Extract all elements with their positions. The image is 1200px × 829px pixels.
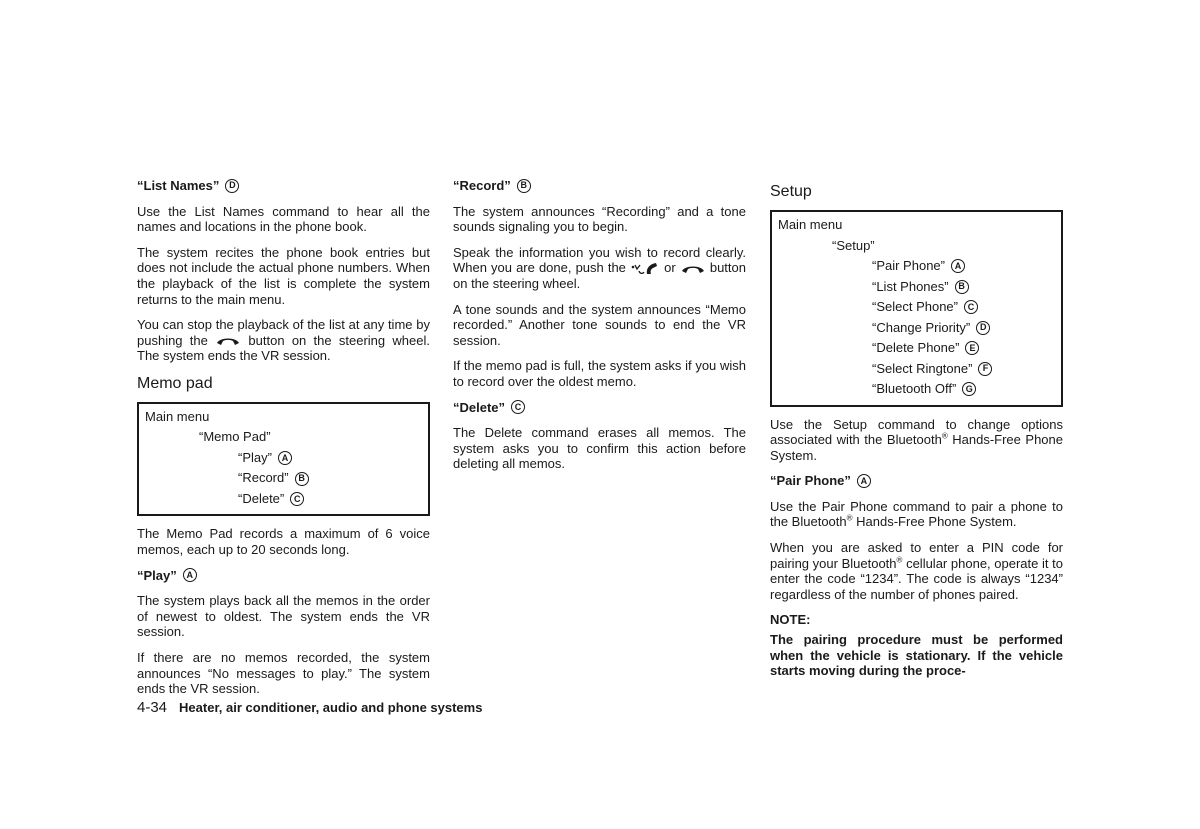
menu-bluetooth-off (778, 379, 1055, 400)
menu-item-label: “List Phones” (872, 278, 949, 294)
menu-setup-label: “Setup” (832, 237, 875, 253)
play-heading (137, 568, 430, 584)
record-p2 (453, 245, 746, 292)
setup-menu-box (770, 210, 1063, 407)
registered-mark: ® (941, 431, 948, 441)
record-p2-b: button on the steering wheel. (453, 260, 746, 291)
pair-phone-p2-a: When you are asked to enter a PIN code for pairing your Bluetooth (770, 540, 1063, 571)
pair-phone-p2-b: cellular phone, operate it to enter the code “1234”. The code is always “1234” regardless of the number of phones paired. (770, 555, 1063, 602)
memo-menu-box (137, 402, 430, 517)
badge-d: D (976, 321, 990, 335)
record-heading (453, 178, 746, 194)
menu-main-label: Main menu (145, 408, 210, 424)
menu-play (145, 448, 422, 469)
menu-item-label: “Select Ringtone” (872, 360, 973, 376)
menu-delete-phone (778, 338, 1055, 359)
record-p2-or: or (664, 260, 676, 276)
badge-c: C (964, 300, 978, 314)
list-names-p3-a: You can stop the playback of the list at any time by pushing the (137, 317, 430, 348)
chapter-title: Heater, air conditioner, audio and phone systems (179, 700, 483, 715)
column-right (770, 180, 1063, 689)
delete-p1: The Delete command erases all memos. The system asks you to confirm this action before deleting all memos. (453, 425, 746, 472)
menu-setup (778, 236, 1055, 257)
setup-p1-b: Hands-Free Phone System. (770, 432, 1063, 463)
page-footer (137, 700, 482, 716)
menu-pair-phone (778, 256, 1055, 277)
play-p2: If there are no memos recorded, the system announces “No messages to play.” The system ends the VR session. (137, 650, 430, 697)
menu-memo-pad-label: “Memo Pad” (199, 429, 271, 445)
list-names-p2: The system recites the phone book entries but does not include the actual phone numbers. When the playback of the list is complete the system returns to the main menu. (137, 244, 430, 307)
menu-delete-label: “Delete” (238, 490, 285, 506)
menu-record (145, 468, 422, 489)
record-p3: A tone sounds and the system announces “Memo recorded.” Another tone sounds to end the VR session. (453, 301, 746, 348)
menu-main (145, 407, 422, 428)
play-heading-text: “Play” (137, 567, 177, 583)
setup-p1-a: Use the Setup command to change options associated with the Bluetooth (770, 416, 1063, 448)
memo-pad-p1: The Memo Pad records a maximum of 6 voice memos, each up to 20 seconds long. (137, 526, 430, 558)
badge-b: B (517, 179, 531, 193)
pair-phone-p1-a: Use the Pair Phone command to pair a phone to the Bluetooth (770, 498, 1063, 530)
menu-select-ringtone (778, 359, 1055, 380)
menu-item-label: “Delete Phone” (872, 340, 960, 355)
menu-item-label: “Pair Phone” (872, 258, 945, 273)
delete-heading (453, 400, 746, 416)
list-names-heading (137, 178, 430, 194)
badge-a: A (857, 474, 871, 488)
menu-item-label: “Change Priority” (872, 319, 971, 335)
menu-record-label: “Record” (238, 470, 289, 486)
list-names-p1: Use the List Names command to hear all the names and locations in the phone book. (137, 203, 430, 235)
menu-delete (145, 489, 422, 510)
record-p4: If the memo pad is full, the system asks if you wish to record over the oldest memo. (453, 358, 746, 389)
phone-hangup-icon (680, 264, 706, 274)
list-names-p3 (137, 317, 430, 364)
menu-main (778, 215, 1055, 236)
pair-phone-heading (770, 473, 1063, 489)
menu-change-priority (778, 318, 1055, 339)
badge-g: G (962, 382, 976, 396)
list-names-heading-text: “List Names” (137, 178, 220, 193)
column-middle (453, 178, 746, 482)
record-p1: The system announces “Recording” and a tone sounds signaling you to begin. (453, 203, 746, 235)
menu-play-label: “Play” (238, 449, 272, 465)
pair-phone-p1-b: Hands-Free Phone System. (852, 514, 1017, 530)
note-text: The pairing procedure must be performed when the vehicle is stationary. If the vehicle starts moving during the proce- (770, 632, 1063, 679)
badge-a: A (951, 259, 965, 273)
page-number: 4-34 (137, 699, 168, 716)
pair-phone-heading-text: “Pair Phone” (770, 473, 851, 489)
play-p1: The system plays back all the memos in the order of newest to oldest. The system ends the VR session. (137, 593, 430, 640)
setup-title: Setup (770, 183, 812, 200)
menu-main-label: Main menu (778, 217, 843, 232)
badge-a: A (183, 568, 197, 582)
badge-e: E (965, 341, 979, 355)
badge-c: C (511, 400, 525, 414)
registered-mark: ® (846, 514, 853, 524)
note-heading: NOTE: (770, 612, 811, 628)
column-left (137, 178, 430, 707)
menu-item-label: “Select Phone” (872, 299, 958, 314)
record-heading-text: “Record” (453, 178, 511, 193)
pair-phone-p2 (770, 540, 1063, 602)
list-names-p3-b: button on the steering wheel. The system ends the VR session. (137, 332, 430, 364)
pair-phone-p1 (770, 499, 1063, 530)
setup-p1 (770, 417, 1063, 464)
record-p2-a: Speak the information you wish to record clearly. When you are done, push the (453, 244, 746, 276)
memo-pad-title: Memo pad (137, 374, 213, 392)
talk-phone-icon (630, 262, 660, 276)
registered-mark: ® (896, 555, 903, 565)
badge-a: A (278, 451, 292, 465)
menu-memo-pad (145, 427, 422, 448)
badge-b: B (955, 280, 969, 294)
menu-item-label: “Bluetooth Off” (872, 381, 957, 396)
badge-c: C (290, 492, 304, 506)
menu-select-phone (778, 297, 1055, 318)
badge-d: D (225, 179, 239, 193)
badge-b: B (295, 472, 309, 486)
badge-f: F (978, 362, 992, 376)
menu-list-phones (778, 277, 1055, 298)
delete-heading-text: “Delete” (453, 399, 506, 415)
phone-hangup-icon (215, 336, 241, 346)
